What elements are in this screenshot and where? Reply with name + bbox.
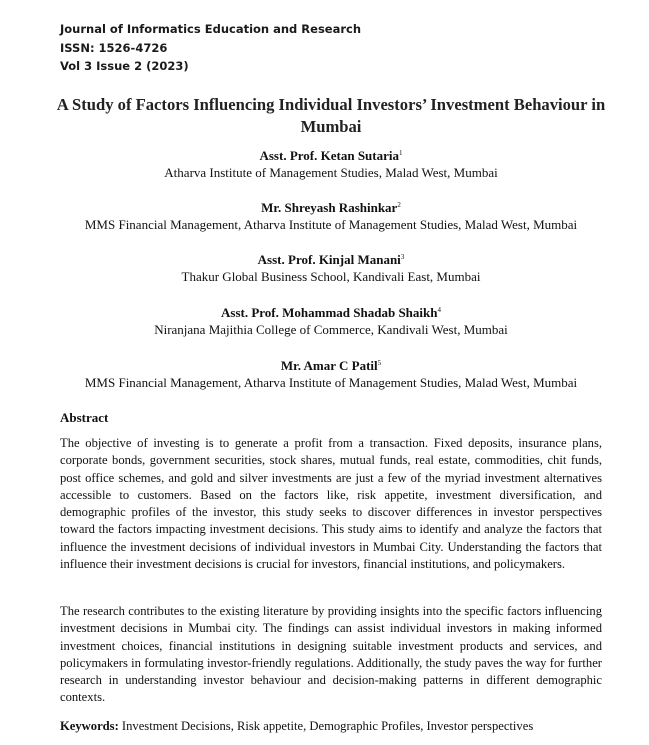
- author-affiliation: Thakur Global Business School, Kandivali East, Mumbai: [181, 269, 481, 284]
- paper-title: A Study of Factors Influencing Individual Investors’ Investment Behaviour in Mumbai: [56, 95, 606, 136]
- author-1: [30, 147, 632, 182]
- author-affiliation: MMS Financial Management, Atharva Institute of Management Studies, Malad West, Mumbai: [84, 217, 578, 232]
- author-affiliation: Niranjana Majithia College of Commerce, Kandivali West, Mumbai: [154, 322, 508, 337]
- author-superscript: 5: [377, 359, 382, 367]
- author-name: Asst. Prof. Mohammad Shadab Shaikh: [221, 305, 438, 320]
- author-name: Asst. Prof. Ketan Sutaria: [259, 148, 399, 163]
- author-name: Asst. Prof. Kinjal Manani: [257, 252, 401, 267]
- abstract-paragraph-2: The research contributes to the existing literature by providing insights into the specific factors influencing investment decisions in Mumbai city. The findings can assist individual investors in making informed investment choices, financial institutions in designing suitable investment products and services, and policymakers in formulating investor-friendly regulations. Additionally, the study paves the way for further research in understanding investor behaviour and decision-making patterns in different demographic contexts.: [60, 604, 602, 705]
- author-name: Mr. Shreyash Rashinkar: [261, 200, 398, 215]
- keywords-label: Keywords:: [60, 719, 119, 733]
- author-superscript: 2: [397, 201, 401, 209]
- author-4: [30, 304, 632, 339]
- author-3: [30, 251, 632, 286]
- author-superscript: 4: [437, 306, 441, 314]
- author-5: [30, 357, 632, 392]
- journal-header: [60, 20, 361, 76]
- author-affiliation: Atharva Institute of Management Studies, Malad West, Mumbai: [164, 165, 498, 180]
- author-affiliation: MMS Financial Management, Atharva Institute of Management Studies, Malad West, Mumbai: [84, 375, 578, 390]
- keywords-text: Investment Decisions, Risk appetite, Demographic Profiles, Investor perspectives: [121, 719, 534, 733]
- abstract-heading: Abstract: [60, 410, 109, 425]
- journal-volume: Vol 3 Issue 2 (2023): [60, 59, 189, 73]
- journal-name: Journal of Informatics Education and Research: [60, 22, 362, 36]
- author-2: [30, 199, 632, 234]
- journal-issn: ISSN: 1526-4726: [60, 40, 168, 55]
- abstract-paragraph-1: The objective of investing is to generate a profit from a transaction. Fixed deposits, insurance plans, corporate bonds, government securities, stock shares, mutual funds, real estate, commodities, chit funds, post office schemes, and gold and silver investments are just a few of the myriad investment alternatives accessible to customers. Based on the factors like, risk appetite, investment diversification, and demographic profiles of the investor, this study seeks to discover differences in investor perspectives toward the factors impacting investment decisions. This study aims to identify and analyze the factors that influence the investment decisions of individual investors in Mumbai City. Understanding the factors that influence their investment decisions is crucial for investors, financial institutions, and policymakers.: [60, 436, 602, 572]
- author-name: Mr. Amar C Patil: [280, 358, 378, 373]
- author-superscript: 3: [400, 253, 405, 261]
- author-superscript: 1: [399, 149, 403, 157]
- keywords: [60, 717, 620, 735]
